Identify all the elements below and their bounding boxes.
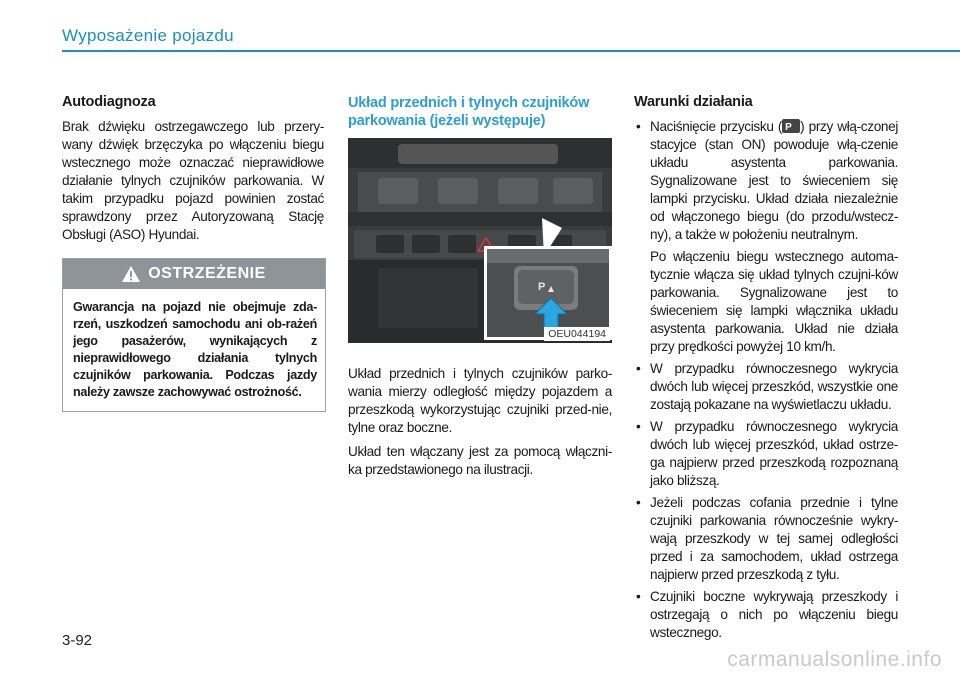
list-item-text: Czujniki boczne wykrywają przeszkody i ostrzegają o nich po włączeniu biegu wstecznego. — [650, 589, 898, 640]
heading-parking-sensors: Układ przednich i tylnych czujników parkowania (jeżeli występuje) — [348, 95, 590, 129]
section-title: Wyposażenie pojazdu — [62, 26, 234, 45]
heading-autodiagnoza: Autodiagnoza — [62, 94, 156, 110]
column-middle — [348, 94, 612, 485]
column-right — [634, 94, 898, 646]
dashboard-photo — [348, 138, 612, 343]
parking-description-2: Układ ten włączany jest za pomocą włączni-ka przedstawionego na ilustracji. — [348, 444, 612, 477]
list-item-subtext: Po włączeniu biegu wstecznego automa-tycznie włącza się układ tylnych czujni-ków parkowania. Sygnalizowane jest to świeceniem się lampki włącznika układu asystenta parkowania. Układ nie działa przy prędkości powyżej 10 km/h. — [650, 249, 898, 354]
list-item-text: Naciśnięcie przycisku ( — [650, 119, 783, 134]
parking-switch-illustration — [348, 138, 612, 343]
list-item — [634, 118, 898, 244]
bullet: • — [636, 589, 641, 604]
parking-button-icon — [782, 119, 800, 133]
bullet: • — [636, 361, 641, 376]
warning-triangle-icon — [122, 266, 140, 282]
list-item — [634, 418, 898, 490]
conditions-list — [634, 118, 898, 642]
warning-text: Gwarancja na pojazd nie obejmuje zda-rzeń, uszkodzeń samochodu ani ob-rażeń jego pasażerów, wynikających z nieprawidłowego działania tylnych czujników parkowania. Podczas jazdy należy zawsze zachowywać ostrożność. — [73, 300, 317, 399]
column-left — [62, 94, 324, 412]
list-item — [634, 588, 898, 642]
bullet: • — [636, 419, 641, 434]
list-item-text: ) przy włą-czonej stacyjce (stan ON) powoduje włą-czenie układu asystenta parkowania. Sygnalizowane jest to świeceniem się lampki przycisku. Układ działa niezależnie od włączonego biegu (do przodu/wstecz-ny), a także w położeniu neutralnym. — [650, 119, 898, 242]
parking-button-glyph: P — [785, 122, 792, 133]
autodiagnoza-text: Brak dźwięku ostrzegawczego lub przery-wany dźwięk brzęczyka po włączeniu biegu wstecznego może oznaczać nieprawidłowe działanie tylnych czujników parkowania. W takim przypadku pojazd powinien zostać sprawdzony przez Autoryzowaną Stację Obsługi (ASO) Hyundai. — [62, 119, 324, 242]
list-item-text: W przypadku równoczesnego wykrycia dwóch lub więcej przeszkód, układ ostrze-ga najpierw przed przeszkodą rozpoznaną jako bliższą. — [650, 419, 898, 488]
list-item-text: Jeżeli podczas cofania przednie i tylne czujniki parkowania równocześnie wykry-wają przeszkody w tej samej odległości przed i za samochodem, układ ostrzega najpierw przed przeszkodą z tyłu. — [650, 495, 898, 582]
figure-code: OEU044194 — [544, 327, 610, 341]
warning-header — [63, 259, 325, 289]
bullet: • — [636, 119, 641, 134]
list-item-text: W przypadku równoczesnego wykrycia dwóch lub więcej przeszkód, wszystkie one zostają pokazane na wyświetlaczu układu. — [650, 361, 898, 412]
heading-conditions: Warunki działania — [634, 94, 753, 110]
warning-box — [62, 258, 326, 412]
warning-title: OSTRZEŻENIE — [148, 265, 266, 282]
header-rule — [62, 50, 960, 52]
watermark: carmanualsonline.info — [727, 648, 942, 671]
page-number: 3-92 — [62, 632, 93, 649]
list-item — [634, 494, 898, 584]
bullet: • — [636, 495, 641, 510]
parking-description-1: Układ przednich i tylnych czujników parko-wania mierzy odległość między pojazdem a przeszkodą wykorzystując czujniki przed-nie, tylne oraz boczne. — [348, 366, 612, 435]
parking-button-icon: P — [538, 281, 546, 293]
list-item — [634, 360, 898, 414]
